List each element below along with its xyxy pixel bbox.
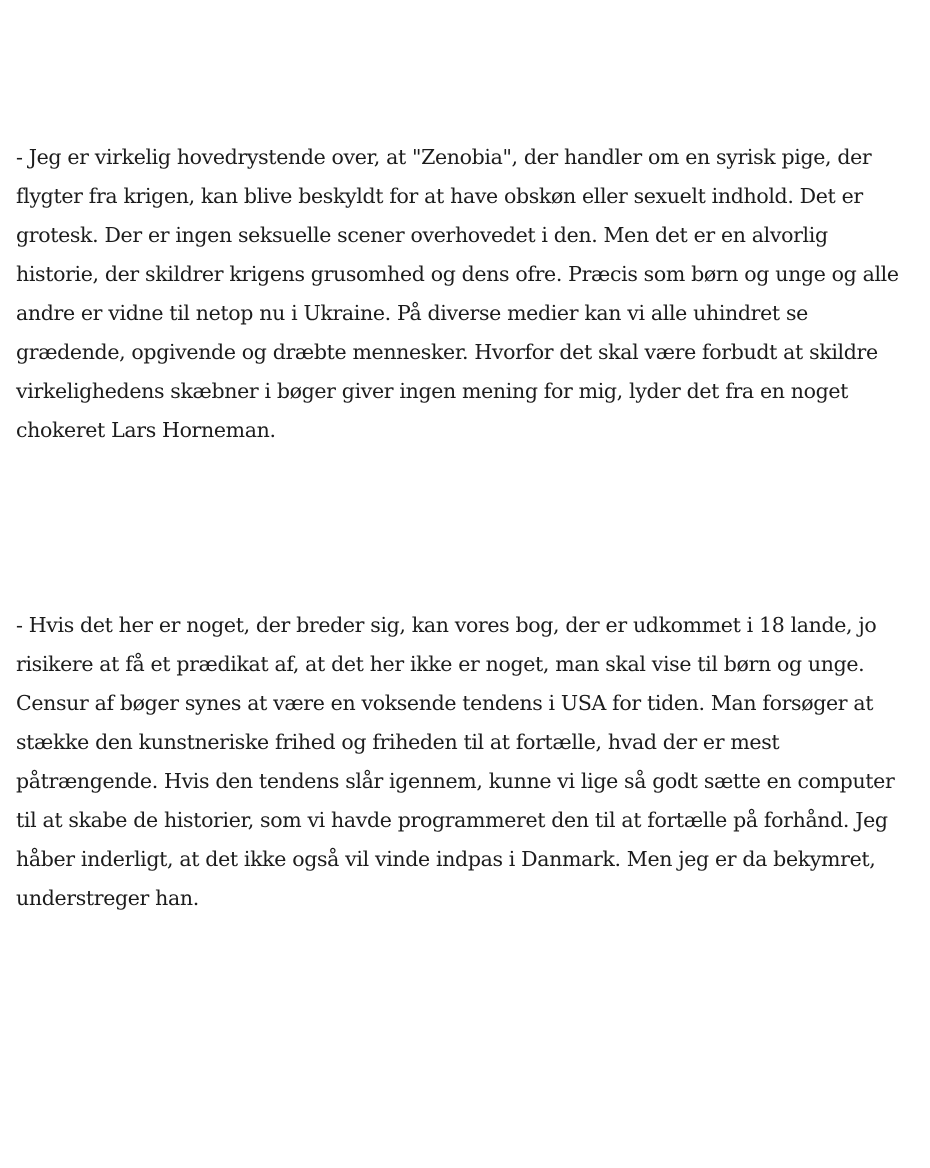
- quote-paragraph-1: - Jeg er virkelig hovedrystende over, at "Zenobia", der handler om en syrisk pige, der flygter fra krigen, kan blive beskyldt for at have obskøn eller sexuelt indhold. Det er grotesk. Der er ingen seksuelle scener overhovedet i den. Men det er en alvorlig historie, der skildrer krigens grusomhed og dens ofre. Præcis som børn og unge og alle andre er vidne til netop nu i Ukraine. På diverse medier kan vi alle uhindret se grædende, opgivende og dræbte mennesker. Hvorfor det skal være forbudt at skildre virkelighedens skæbner i bøger giver ingen mening for mig, lyder det fra en noget chokeret Lars Horneman.: [16, 145, 899, 442]
- quote-paragraph-2: - Hvis det her er noget, der breder sig, kan vores bog, der er udkommet i 18 lande, jo risikere at få et prædikat af, at det her ikke er noget, man skal vise til børn og unge. Censur af bøger synes at være en voksende tendens i USA for tiden. Man forsøger at stække den kunstneriske frihed og friheden til at fortælle, hvad der er mest påtrængende. Hvis den tendens slår igennem, kunne vi lige så godt sætte en computer til at skabe de historier, som vi havde programmeret den til at fortælle på forhånd. Jeg håber inderligt, at det ikke også vil vinde indpas i Danmark. Men jeg er da bekymret, understreger han.: [16, 613, 895, 910]
